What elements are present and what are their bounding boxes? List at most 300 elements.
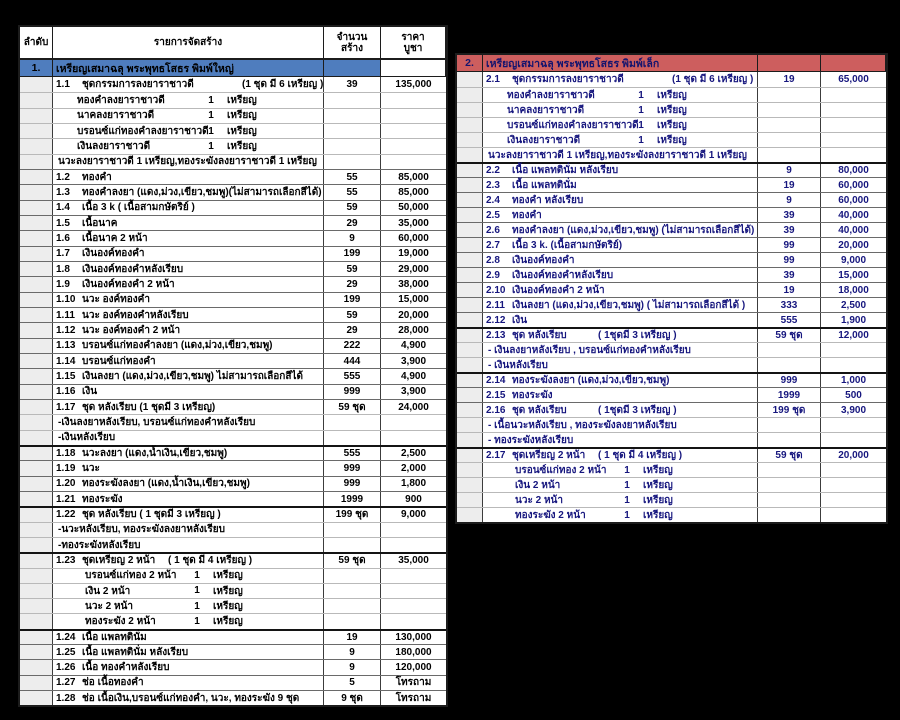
cell-item: 2.11 เงินลงยา (แดง,ม่วง,เขียว,ชมพู) ( ไม่สามารถเลือกสีได้ )	[483, 298, 758, 312]
table-row	[457, 192, 886, 207]
cell-price	[821, 133, 886, 147]
cell-qty: 19	[758, 178, 821, 192]
table-row	[20, 169, 446, 184]
cell-order	[20, 293, 53, 307]
cell-price	[821, 493, 886, 507]
cell-order	[20, 139, 53, 153]
cell-qty: 9	[324, 231, 381, 245]
cell-price	[381, 569, 446, 583]
cell-item: 1.22 ชุด หลังเรียบ ( 1 ชุดมี 3 เหรียญ )	[53, 508, 324, 521]
cell-price	[821, 463, 886, 477]
cell-qty: 5	[324, 676, 381, 690]
cell-qty	[758, 103, 821, 117]
cell-item: 1.7 เงินองค์ทองคำ	[53, 247, 324, 261]
table-row	[20, 430, 446, 445]
cell-item: 2.9 เงินองค์ทองคำหลังเรียบ	[483, 268, 758, 282]
cell-qty: 1999	[758, 388, 821, 402]
cell-qty: 199 ชุด	[758, 403, 821, 417]
cell-price	[821, 418, 886, 432]
cell-order	[457, 238, 483, 252]
cell-qty: 59	[324, 201, 381, 215]
cell-qty	[758, 478, 821, 492]
table-row	[20, 506, 446, 521]
table-row	[20, 537, 446, 552]
cell-order	[20, 323, 53, 337]
table-row	[457, 357, 886, 372]
cell-qty	[324, 523, 381, 537]
cell-item: - เงินลงยาหลังเรียบ , บรอนซ์แก่ทองคำหลังเรียบ	[483, 343, 758, 357]
cell-order	[20, 660, 53, 674]
cell-qty: 99	[758, 253, 821, 267]
cell-order	[457, 508, 483, 522]
table-row	[457, 222, 886, 237]
cell-qty: 999	[324, 385, 381, 399]
cell-item: ทองระฆัง 2 หน้า 1 เหรียญ	[53, 614, 324, 628]
cell-price	[381, 431, 446, 445]
cell-order	[457, 283, 483, 297]
cell-item: 1.12 นวะ องค์ทองคำ 2 หน้า	[53, 323, 324, 337]
cell-order	[20, 339, 53, 353]
cell-item: -เงินหลังเรียบ	[53, 431, 324, 445]
cell-qty: 39	[758, 208, 821, 222]
cell-price: 3,900	[840, 404, 867, 416]
cell-qty: 199	[324, 247, 381, 261]
cell-order	[20, 492, 53, 506]
cell-order	[457, 103, 483, 117]
cell-price: 85,000	[398, 171, 429, 183]
cell-item: -นวะหลังเรียบ, ทองระฆังลงยาหลังเรียบ	[53, 523, 324, 537]
table-row	[20, 644, 446, 659]
cell-price	[381, 523, 446, 537]
cell-order	[457, 418, 483, 432]
cell-item: 2.10 เงินองค์ทองคำ 2 หน้า	[483, 283, 758, 297]
cell-price	[821, 103, 886, 117]
cell-item: 1.11 นวะ องค์ทองคำหลังเรียบ	[53, 308, 324, 322]
cell-price: 38,000	[398, 278, 429, 290]
table-row	[20, 276, 446, 291]
cell-qty: 55	[324, 185, 381, 199]
cell-price: 40,000	[838, 224, 869, 236]
cell-item: นาคลงยาราชาวดี 1 เหรียญ	[483, 103, 758, 117]
cell-item: 2.4 ทองคำ หลังเรียบ	[483, 193, 758, 207]
section-number: 1.	[20, 60, 53, 76]
section-number: 2.	[457, 55, 483, 71]
cell-order	[20, 231, 53, 245]
cell-item: 1.4 เนื้อ 3 k ( เนื้อสามกษัตริย์ )	[53, 201, 324, 215]
section-band-price-cell	[381, 60, 446, 76]
table-row	[20, 476, 446, 491]
cell-price: 120,000	[395, 662, 432, 674]
table-row	[20, 613, 446, 628]
cell-item: ทองคำลงยาราชาวดี 1 เหรียญ	[53, 93, 324, 107]
cell-order	[457, 88, 483, 102]
cell-price	[821, 88, 886, 102]
cell-order	[457, 463, 483, 477]
cell-order	[457, 313, 483, 327]
cell-order	[457, 118, 483, 132]
header-price-line1: ราคา	[401, 31, 425, 43]
table-row	[20, 414, 446, 429]
cell-item: นวะ 2 หน้า 1 เหรียญ	[53, 599, 324, 613]
cell-qty	[758, 493, 821, 507]
table-row	[457, 387, 886, 402]
cell-order	[20, 554, 53, 567]
table-row	[457, 282, 886, 297]
table-row	[20, 368, 446, 383]
table-row	[457, 207, 886, 222]
cell-order	[457, 298, 483, 312]
cell-price: 20,000	[838, 239, 869, 251]
cell-qty	[758, 88, 821, 102]
cell-order	[457, 403, 483, 417]
cell-price: 60,000	[838, 179, 869, 191]
cell-price: 35,000	[398, 217, 429, 229]
cell-item: -เงินลงยาหลังเรียบ, บรอนซ์แก่ทองคำหลังเรียบ	[53, 415, 324, 429]
cell-item: 2.3 เนื้อ แพลทตินั่ม	[483, 178, 758, 192]
cell-price	[821, 343, 886, 357]
cell-qty: 222	[324, 339, 381, 353]
cell-order	[457, 388, 483, 402]
cell-price: 500	[845, 389, 862, 401]
cell-price	[381, 538, 446, 552]
cell-order	[457, 178, 483, 192]
section-band-small	[457, 55, 886, 72]
cell-order	[20, 538, 53, 552]
table-row	[20, 675, 446, 690]
cell-order	[457, 133, 483, 147]
cell-order	[20, 385, 53, 399]
table-row	[20, 445, 446, 460]
table-row	[20, 246, 446, 261]
table-row	[20, 522, 446, 537]
cell-qty	[758, 358, 821, 372]
cell-price: 3,900	[400, 355, 427, 367]
cell-price: 2,000	[400, 462, 427, 474]
table-row	[20, 460, 446, 475]
table-row	[457, 462, 886, 477]
cell-price	[821, 508, 886, 522]
cell-price: 1,900	[840, 314, 867, 326]
table-row	[457, 117, 886, 132]
table-row	[20, 583, 446, 598]
cell-qty: 19	[324, 631, 381, 644]
cell-qty: 59	[324, 262, 381, 276]
cell-qty: 999	[324, 477, 381, 491]
cell-order	[20, 599, 53, 613]
cell-item: 2.7 เนื้อ 3 k. (เนื้อสามกษัตริย์)	[483, 238, 758, 252]
table-body	[457, 72, 886, 522]
cell-qty: 9	[324, 660, 381, 674]
cell-item: เงิน 2 หน้า 1 เหรียญ	[53, 584, 324, 598]
cell-item: บรอนซ์แก่ทองคำลงยาราชาวดี 1 เหรียญ	[483, 118, 758, 132]
cell-qty	[758, 418, 821, 432]
table-row	[20, 399, 446, 414]
cell-order	[20, 170, 53, 184]
cell-qty: 39	[758, 223, 821, 237]
header-price	[381, 27, 446, 58]
cell-order	[20, 415, 53, 429]
cell-price: 40,000	[838, 209, 869, 221]
cell-order	[20, 691, 53, 705]
column-header-row	[20, 27, 446, 60]
cell-qty: 29	[324, 323, 381, 337]
header-order: ลำดับ	[20, 27, 53, 58]
cell-price: 20,000	[398, 309, 429, 321]
cell-order	[457, 478, 483, 492]
cell-price: 9,000	[840, 254, 867, 266]
cell-item: 1.1 ชุดกรรมการลงยาราชาวดี (1 ชุด มี 6 เหรียญ )	[53, 77, 324, 92]
cell-item: 1.18 นวะลงยา (แดง,น้ำเงิน,เขียว,ชมพู)	[53, 447, 324, 460]
cell-qty: 59 ชุด	[324, 400, 381, 414]
cell-order	[457, 253, 483, 267]
cell-qty: 99	[758, 238, 821, 252]
cell-order	[20, 185, 53, 199]
cell-order	[20, 308, 53, 322]
table-row	[20, 659, 446, 674]
cell-item: 1.10 นวะ องค์ทองคำ	[53, 293, 324, 307]
cell-order	[20, 124, 53, 138]
cell-qty	[324, 431, 381, 445]
table-row	[20, 261, 446, 276]
cell-qty: 199	[324, 293, 381, 307]
cell-price	[821, 118, 886, 132]
cell-order	[20, 461, 53, 475]
cell-order	[20, 216, 53, 230]
cell-item: 1.21 ทองระฆัง	[53, 492, 324, 506]
cell-price	[381, 109, 446, 123]
cell-item: 1.6 เนื้อนาค 2 หน้า	[53, 231, 324, 245]
cell-price: 135,000	[395, 79, 432, 91]
cell-qty: 9	[758, 193, 821, 207]
table-row	[457, 402, 886, 417]
cell-qty: 55	[324, 170, 381, 184]
cell-qty	[324, 139, 381, 153]
cell-price: 18,000	[838, 284, 869, 296]
cell-qty: 29	[324, 277, 381, 291]
cell-item: - เงินหลังเรียบ	[483, 358, 758, 372]
cell-item: 2.6 ทองคำลงยา (แดง,ม่วง,เขียว,ชมพู) (ไม่สามารถเลือกสีได้)	[483, 223, 758, 237]
cell-item: 1.9 เงินองค์ทองคำ 2 หน้า	[53, 277, 324, 291]
cell-price: 2,500	[840, 299, 867, 311]
cell-qty	[324, 584, 381, 598]
table-row	[20, 123, 446, 138]
section-band-qty-cell	[758, 55, 821, 71]
header-qty-line1: จำนวน	[336, 31, 368, 43]
header-price-line2: บูชา	[403, 42, 423, 54]
table-row	[20, 184, 446, 199]
table-row	[457, 432, 886, 447]
cell-item: บรอนซ์แก่ทอง 2 หน้า 1 เหรียญ	[483, 463, 758, 477]
cell-item: 1.28 ช่อ เนื้อเงิน,บรอนซ์แก่ทองคำ, นวะ, ทองระฆัง 9 ชุด	[53, 691, 324, 705]
cell-item: 1.3 ทองคำลงยา (แดง,ม่วง,เขียว,ชมพู)(ไม่สามารถเลือกสีได้)	[53, 185, 324, 199]
cell-qty	[758, 343, 821, 357]
cell-price: 28,000	[398, 324, 429, 336]
table-row	[457, 342, 886, 357]
cell-item: 2.17 ชุดเหรียญ 2 หน้า ( 1 ชุด มี 4 เหรียญ )	[483, 449, 758, 462]
table-row	[20, 491, 446, 506]
cell-order	[20, 447, 53, 460]
cell-item: เงินลงยาราชาวดี 1 เหรียญ	[53, 139, 324, 153]
table-row	[457, 477, 886, 492]
table-row	[457, 252, 886, 267]
cell-price: 1,800	[400, 478, 427, 490]
cell-order	[20, 431, 53, 445]
cell-item: เงินลงยาราชาวดี 1 เหรียญ	[483, 133, 758, 147]
cell-item: 1.27 ช่อ เนื้อทองคำ	[53, 676, 324, 690]
cell-item: นวะลงยาราชาวดี 1 เหรียญ,ทองระฆังลงยาราชาวดี 1 เหรียญ	[483, 148, 758, 162]
cell-item: 2.2 เนื้อ แพลทตินั่ม หลังเรียบ	[483, 164, 758, 177]
cell-order	[20, 614, 53, 628]
cell-order	[20, 277, 53, 291]
cell-qty	[324, 155, 381, 169]
cell-qty	[324, 124, 381, 138]
cell-qty: 555	[758, 313, 821, 327]
cell-qty	[324, 538, 381, 552]
cell-order	[20, 523, 53, 537]
cell-order	[20, 508, 53, 521]
cell-price	[381, 93, 446, 107]
cell-price	[821, 478, 886, 492]
cell-qty: 9	[758, 164, 821, 177]
table-row	[20, 307, 446, 322]
cell-order	[20, 676, 53, 690]
cell-qty: 59	[324, 308, 381, 322]
cell-order	[20, 477, 53, 491]
cell-qty	[324, 569, 381, 583]
cell-order	[457, 208, 483, 222]
cell-item: 1.15 เงินลงยา (แดง,ม่วง,เขียว,ชมพู) ไม่สามารถเลือกสีได้	[53, 369, 324, 383]
cell-item: 1.19 นวะ	[53, 461, 324, 475]
table-row	[457, 297, 886, 312]
cell-item: - ทองระฆังหลังเรียบ	[483, 433, 758, 447]
cell-item: 1.25 เนื้อ แพลทตินั่ม หลังเรียบ	[53, 645, 324, 659]
cell-price: 4,900	[400, 340, 427, 352]
table-row	[457, 372, 886, 387]
cell-item: 2.16 ชุด หลังเรียบ ( 1ชุดมี 3 เหรียญ )	[483, 403, 758, 417]
cell-qty: 29	[324, 216, 381, 230]
cell-order	[457, 449, 483, 462]
cell-price: 9,000	[400, 509, 427, 521]
table-row	[20, 92, 446, 107]
table-row	[20, 322, 446, 337]
cell-qty	[324, 599, 381, 613]
cell-item: 2.12 เงิน	[483, 313, 758, 327]
table-row	[457, 87, 886, 102]
cell-price: 12,000	[838, 330, 869, 341]
cell-qty: 999	[758, 374, 821, 387]
table-row	[457, 177, 886, 192]
cell-price: 180,000	[395, 646, 432, 658]
table-row	[20, 338, 446, 353]
cell-item: เงิน 2 หน้า 1 เหรียญ	[483, 478, 758, 492]
table-row	[457, 417, 886, 432]
cell-price: 3,900	[400, 386, 427, 398]
cell-item: -ทองระฆังหลังเรียบ	[53, 538, 324, 552]
cell-qty: 59 ชุด	[758, 329, 821, 342]
cell-order	[457, 358, 483, 372]
cell-item: นวะ 2 หน้า 1 เหรียญ	[483, 493, 758, 507]
cell-price: 60,000	[838, 194, 869, 206]
cell-price: 35,000	[398, 555, 429, 567]
cell-item: 1.17 ชุด หลังเรียบ (1 ชุดมี 3 เหรียญ)	[53, 400, 324, 414]
table-row	[457, 312, 886, 327]
cell-order	[457, 374, 483, 387]
cell-item: 1.5 เนื้อนาค	[53, 216, 324, 230]
cell-price: 50,000	[398, 202, 429, 214]
table-row	[20, 230, 446, 245]
cell-price	[381, 614, 446, 628]
table-row	[457, 147, 886, 162]
table-row	[457, 237, 886, 252]
cell-order	[20, 109, 53, 123]
large-coin-price-table	[18, 25, 448, 707]
section-title: เหรียญเสมาฉลุ พระพุทธโสธร พิมพ์เล็ก	[483, 55, 758, 71]
cell-order	[457, 193, 483, 207]
cell-price: 130,000	[395, 631, 432, 643]
cell-price	[381, 584, 446, 598]
cell-order	[457, 164, 483, 177]
cell-price	[381, 599, 446, 613]
cell-price	[821, 433, 886, 447]
cell-order	[20, 400, 53, 414]
cell-price: 65,000	[838, 74, 869, 85]
cell-order	[457, 343, 483, 357]
cell-item: ทองระฆัง 2 หน้า 1 เหรียญ	[483, 508, 758, 522]
small-coin-price-table	[455, 53, 888, 524]
cell-qty: 1999	[324, 492, 381, 506]
table-row	[457, 492, 886, 507]
cell-item: 2.5 ทองคำ	[483, 208, 758, 222]
cell-qty: 9 ชุด	[324, 691, 381, 705]
cell-qty: 555	[324, 369, 381, 383]
cell-item: 1.14 บรอนซ์แก่ทองคำ	[53, 354, 324, 368]
cell-qty	[758, 133, 821, 147]
header-qty-line2: สร้าง	[341, 42, 363, 54]
cell-qty: 59 ชุด	[324, 554, 381, 567]
cell-price: โทรถาม	[395, 692, 432, 704]
cell-price: 15,000	[398, 294, 429, 306]
table-row	[457, 132, 886, 147]
cell-order	[20, 93, 53, 107]
cell-order	[457, 223, 483, 237]
table-row	[457, 72, 886, 87]
cell-price: 24,000	[398, 401, 429, 413]
table-row	[20, 568, 446, 583]
header-item: รายการจัดสร้าง	[53, 27, 324, 58]
section-title: เหรียญเสมาฉลุ พระพุทธโสธร พิมพ์ใหญ่	[53, 60, 324, 76]
cell-price: โทรถาม	[395, 677, 432, 689]
table-row	[457, 507, 886, 522]
cell-item: 2.13 ชุด หลังเรียบ ( 1ชุดมี 3 เหรียญ )	[483, 329, 758, 342]
cell-price: 4,900	[400, 370, 427, 382]
cell-price	[381, 124, 446, 138]
cell-qty	[758, 148, 821, 162]
cell-item: 1.20 ทองระฆังลงยา (แดง,น้ำเงิน,เขียว,ชมพู)	[53, 477, 324, 491]
cell-price: 1,000	[840, 375, 867, 386]
section-band-qty-cell	[324, 60, 381, 76]
table-row	[20, 215, 446, 230]
table-row	[20, 690, 446, 705]
cell-item: บรอนซ์แก่ทองคำลงยาราชาวดี 1 เหรียญ	[53, 124, 324, 138]
cell-qty: 19	[758, 283, 821, 297]
cell-order	[457, 329, 483, 342]
cell-price	[821, 358, 886, 372]
cell-qty	[324, 415, 381, 429]
cell-order	[20, 262, 53, 276]
cell-price: 19,000	[398, 248, 429, 260]
cell-order	[20, 569, 53, 583]
cell-item: นวะลงยาราชาวดี 1 เหรียญ,ทองระฆังลงยาราชาวดี 1 เหรียญ	[53, 155, 324, 169]
